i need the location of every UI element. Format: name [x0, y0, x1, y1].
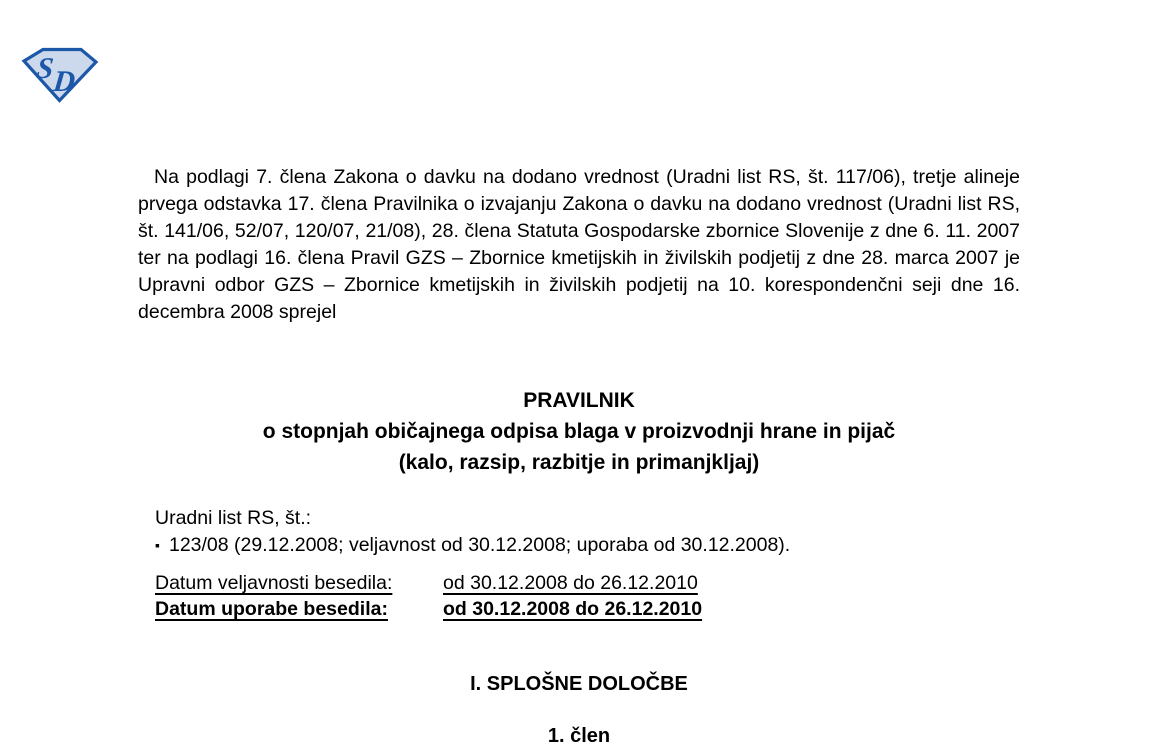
gazette-heading: Uradni list RS, št.: [155, 507, 312, 529]
gazette-item-text: 123/08 (29.12.2008; veljavnost od 30.12.2008; uporaba od 30.12.2008). [168, 534, 791, 556]
document-title [138, 385, 1020, 478]
intro-paragraph: Na podlagi 7. člena Zakona o davku na dodano vrednost (Uradni list RS, št. 117/06), tretje alineje prvega odstavka 17. člena Pravilnika o izvajanju Zakona o davku na dodano vrednost (Uradni list RS, št. 141/06, 52/07, 120/07, 21/08), 28. člena Statuta Gospodarske zbornice Slovenije z dne 6. 11. 2007 ter na podlagi 16. člena Pravil GZS – Zbornice kmetijskih in živilskih podjetij z dne 28. marca 2007 je Upravni odbor GZS – Zbornice kmetijskih in živilskih podjetij na 10. korespondenčni seji dne 16. decembra 2008 sprejel [138, 166, 1020, 323]
title-line-3: (kalo, razsip, razbitje in primanjkljaj) [398, 451, 760, 474]
validity-row [155, 570, 1020, 596]
usage-label-wrap [155, 596, 443, 622]
validity-label-wrap [155, 570, 443, 596]
validity-value: od 30.12.2008 do 26.12.2010 [443, 572, 698, 594]
section-heading: I. SPLOŠNE DOLOČBE [470, 673, 688, 695]
usage-row [155, 596, 1020, 622]
logo-letter-d: D [51, 64, 77, 98]
logo-letter-s: S [35, 51, 56, 85]
company-logo [19, 47, 101, 104]
title-line-2: o stopnjah običajnega odpisa blaga v proizvodnji hrane in pijač [262, 420, 896, 443]
square-bullet-icon: ▪ [155, 537, 160, 553]
article-heading: 1. člen [547, 725, 611, 743]
usage-label: Datum uporabe besedila: [155, 598, 388, 620]
title-line-1: PRAVILNIK [523, 389, 635, 412]
official-gazette-section [155, 505, 1020, 559]
sd-diamond-logo-icon [19, 47, 101, 103]
validity-label: Datum veljavnosti besedila: [155, 572, 393, 594]
gazette-list-item [155, 532, 1020, 559]
usage-value: od 30.12.2008 do 26.12.2010 [443, 598, 703, 620]
validity-dates-section [155, 570, 1020, 622]
